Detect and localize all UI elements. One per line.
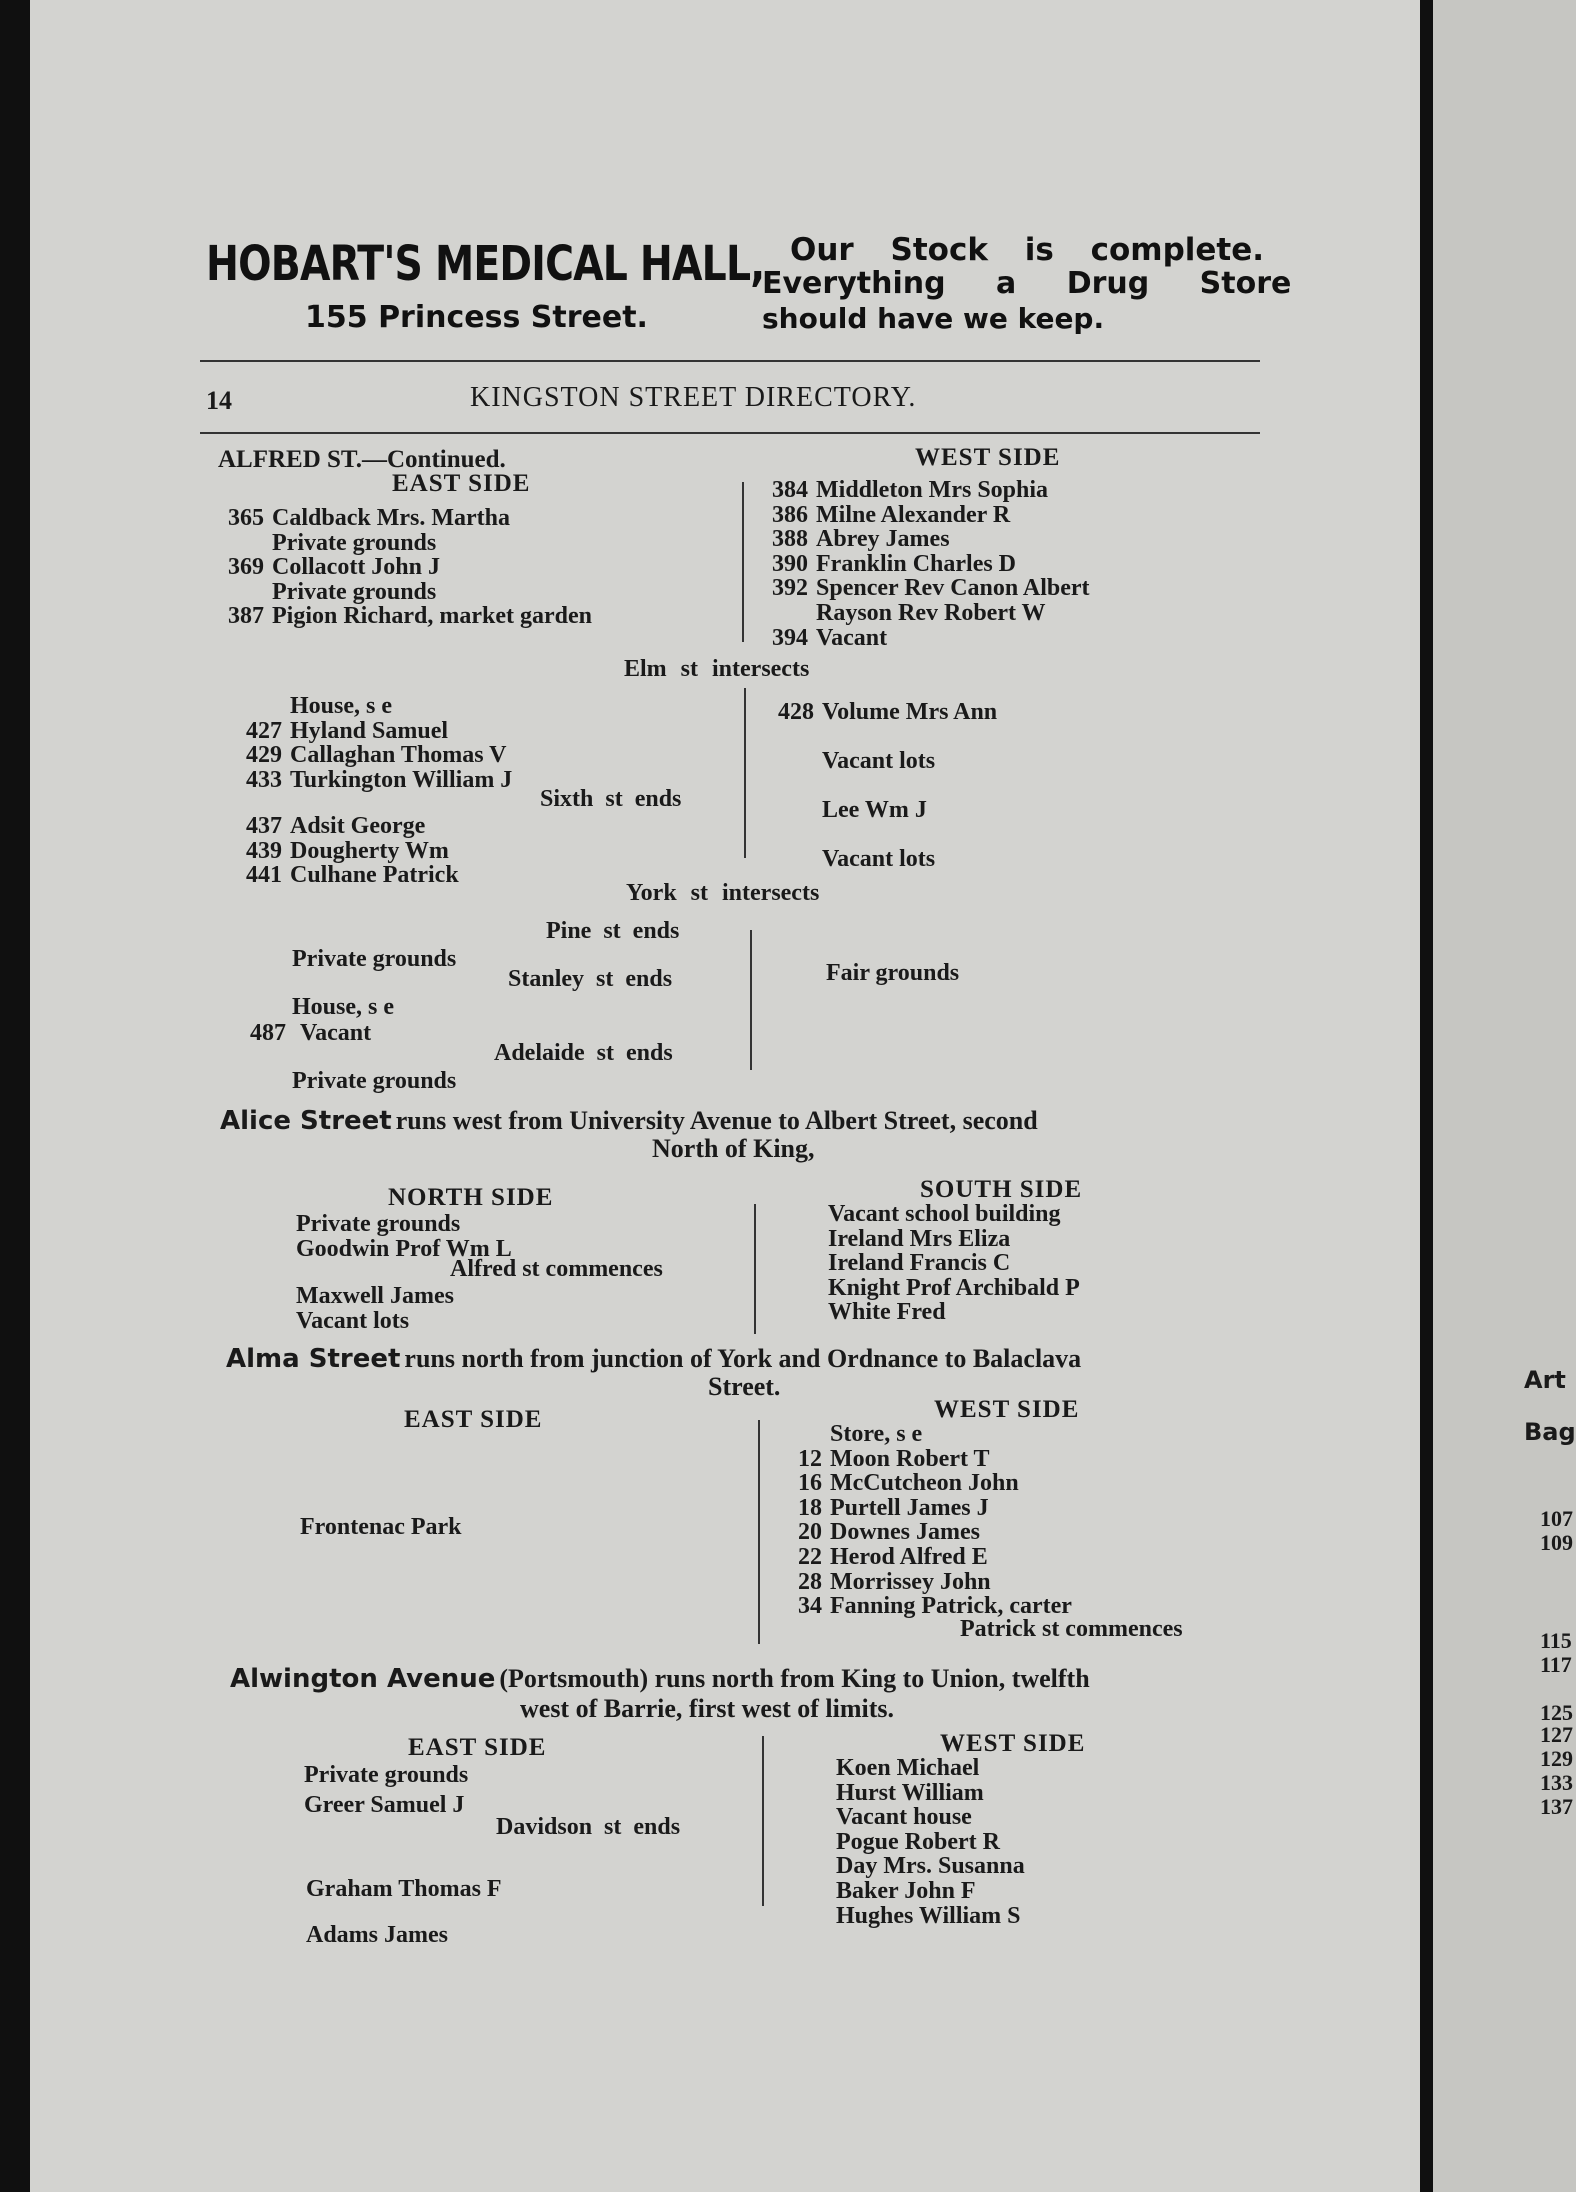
- occupant: Vacant: [300, 1020, 372, 1046]
- list-item: 12 Moon Robert T: [798, 1445, 990, 1472]
- list-item: Hurst William: [836, 1779, 984, 1806]
- list-item: Lee Wm J: [822, 797, 927, 823]
- street-desc-line1: (Portsmouth) runs north from King to Union, twelfth: [499, 1664, 1090, 1693]
- next-page-num-117: 117: [1540, 1652, 1572, 1677]
- list-item: Ireland Francis C: [828, 1250, 1011, 1277]
- alfred-east-heading: EAST SIDE: [392, 470, 531, 497]
- list-item: 433 Turkington William J: [246, 766, 513, 793]
- alwington-west-heading: WEST SIDE: [940, 1730, 1086, 1757]
- list-item: Vacant lots: [296, 1307, 410, 1334]
- list-item: Day Mrs. Susanna: [836, 1853, 1025, 1880]
- alfred-divider-3: [750, 930, 752, 1070]
- street-name: Alma Street: [226, 1344, 401, 1374]
- alfred-private-grounds-1: Private grounds: [292, 946, 457, 972]
- street-desc-line1: runs north from junction of York and Ordnance to Balaclava: [404, 1344, 1082, 1373]
- list-item: White Fred: [828, 1299, 946, 1326]
- alwington-east-list-2: [306, 1866, 502, 1958]
- alice-north-list-2: [296, 1284, 454, 1333]
- list-item: Koen Michael: [836, 1755, 980, 1781]
- list-item: Hughes William S: [836, 1902, 1021, 1929]
- directory-page: [30, 0, 1420, 2192]
- alfred-vacant-487: [250, 1020, 371, 1047]
- alma-desc-line2: Street.: [708, 1372, 781, 1401]
- alice-description: [220, 1106, 1038, 1136]
- next-page-bag: Bag: [1524, 1418, 1576, 1446]
- list-item: Vacant lots: [822, 846, 936, 872]
- street-name: Alice Street: [220, 1106, 392, 1136]
- list-item: Graham Thomas F: [306, 1876, 502, 1902]
- street-number: 487: [250, 1020, 286, 1046]
- alice-north-list: [296, 1212, 512, 1261]
- list-item: Greer Samuel J: [304, 1792, 465, 1818]
- list-item: 20 Downes James: [798, 1519, 980, 1546]
- next-page-num-137: 137: [1540, 1794, 1573, 1819]
- list-item: 439 Dougherty Wm: [246, 837, 449, 864]
- header-rule-top: [200, 360, 1260, 362]
- alma-description: [226, 1344, 1081, 1374]
- list-item: 390 Franklin Charles D: [772, 550, 1017, 577]
- next-page-num-129: 129: [1540, 1746, 1573, 1771]
- street-name: Alwington Avenue: [230, 1664, 496, 1694]
- list-item: 365 Caldback Mrs. Martha: [228, 505, 510, 531]
- alfred-fair-grounds: Fair grounds: [826, 960, 960, 986]
- list-item: Private grounds: [272, 578, 437, 605]
- list-item: Goodwin Prof Wm L: [296, 1235, 512, 1262]
- next-page-num-125: 125: [1540, 1700, 1573, 1725]
- alfred-divider-2: [744, 688, 746, 858]
- alfred-stanley-ends: Stanley st ends: [508, 966, 673, 992]
- alice-south-list: [828, 1202, 1080, 1325]
- page-title: KINGSTON STREET DIRECTORY.: [470, 382, 917, 413]
- alfred-west-heading: WEST SIDE: [915, 444, 1061, 471]
- list-item: Private grounds: [304, 1762, 469, 1788]
- next-page-num-107: 107: [1540, 1506, 1573, 1531]
- list-item: 387 Pigion Richard, market garden: [228, 603, 592, 630]
- alma-west-heading: WEST SIDE: [934, 1396, 1080, 1423]
- list-item: 34 Fanning Patrick, carter: [798, 1593, 1072, 1620]
- alfred-west-list-1: [762, 478, 1090, 650]
- alfred-divider-1: [742, 482, 744, 642]
- next-page-num-115: 115: [1540, 1628, 1572, 1653]
- alma-west-list: [776, 1422, 1072, 1619]
- advert-slogan-line2: Everything a Drug Store: [762, 266, 1292, 301]
- alfred-east-list-3: [236, 814, 459, 888]
- list-item: 388 Abrey James: [772, 526, 950, 553]
- alfred-elm-intersects: Elm st intersects: [624, 656, 810, 682]
- alwington-divider: [762, 1736, 764, 1906]
- alfred-pine-ends: Pine st ends: [546, 918, 680, 944]
- next-page-num-133: 133: [1540, 1770, 1573, 1795]
- alfred-east-list-2: [236, 694, 512, 792]
- alma-patrick-commences: Patrick st commences: [960, 1616, 1183, 1642]
- alwington-desc-line2: west of Barrie, first west of limits.: [520, 1694, 894, 1723]
- alice-south-heading: SOUTH SIDE: [920, 1176, 1083, 1203]
- list-item: 384 Middleton Mrs Sophia: [772, 477, 1049, 503]
- alfred-east-list-1: [218, 506, 592, 629]
- alfred-title: ALFRED ST.—Continued.: [218, 446, 506, 473]
- list-item: Private grounds: [296, 1211, 461, 1237]
- list-item: 428 Volume Mrs Ann: [778, 699, 998, 725]
- list-item: House, s e: [290, 693, 392, 719]
- advert-slogan-line1: Our Stock is complete.: [790, 232, 1265, 268]
- list-item: 22 Herod Alfred E: [798, 1543, 988, 1570]
- alwington-east-list: [304, 1760, 468, 1820]
- list-item: Baker John F: [836, 1877, 976, 1904]
- list-item: Maxwell James: [296, 1283, 454, 1309]
- list-item: 386 Milne Alexander R: [772, 501, 1011, 528]
- list-item: 427 Hyland Samuel: [246, 717, 449, 744]
- list-item: 429 Callaghan Thomas V: [246, 742, 507, 769]
- list-item: Knight Prof Archibald P: [828, 1274, 1080, 1301]
- list-item: Vacant school building: [828, 1201, 1061, 1227]
- list-item: Store, s e: [830, 1421, 923, 1447]
- alfred-adelaide-ends: Adelaide st ends: [494, 1040, 673, 1066]
- advert-address: 155 Princess Street.: [305, 300, 648, 335]
- alfred-west-list-2: [768, 688, 997, 884]
- advert-name: HOBART'S MEDICAL HALL,: [206, 236, 765, 292]
- alice-desc-line2: North of King,: [652, 1134, 815, 1163]
- street-desc-line1: runs west from University Avenue to Albert Street, second: [395, 1106, 1038, 1135]
- alice-north-heading: NORTH SIDE: [388, 1184, 554, 1211]
- advert-slogan-line3: should have we keep.: [762, 302, 1105, 335]
- list-item: Vacant lots: [822, 748, 936, 774]
- alwington-west-list: [836, 1756, 1025, 1928]
- list-item: Private grounds: [272, 529, 437, 556]
- alfred-house-se: House, s e: [292, 994, 394, 1020]
- list-item: Adams James: [306, 1922, 448, 1948]
- list-item: 437 Adsit George: [246, 813, 426, 839]
- next-page-edge: [1433, 0, 1576, 2192]
- list-item: Pogue Robert R: [836, 1828, 1000, 1855]
- alfred-york-intersects: York st intersects: [626, 880, 820, 906]
- alma-east-heading: EAST SIDE: [404, 1406, 543, 1433]
- alice-divider: [754, 1204, 756, 1334]
- alma-divider: [758, 1420, 760, 1644]
- list-item: 394 Vacant: [772, 624, 888, 651]
- list-item: 392 Spencer Rev Canon Albert: [772, 575, 1090, 602]
- next-page-num-109: 109: [1540, 1530, 1573, 1555]
- list-item: 28 Morrissey John: [798, 1568, 991, 1595]
- alma-frontenac-park: Frontenac Park: [300, 1514, 462, 1540]
- next-page-art: Art: [1524, 1366, 1566, 1394]
- alfred-private-grounds-2: Private grounds: [292, 1068, 457, 1094]
- list-item: 369 Collacott John J: [228, 554, 440, 581]
- alwington-east-heading: EAST SIDE: [408, 1734, 547, 1761]
- alwington-davidson-ends: Davidson st ends: [496, 1814, 681, 1840]
- list-item: 18 Purtell James J: [798, 1494, 989, 1521]
- list-item: Ireland Mrs Eliza: [828, 1225, 1011, 1252]
- alice-alfred-commences: Alfred st commences: [450, 1256, 663, 1282]
- list-item: Vacant house: [836, 1804, 972, 1831]
- list-item: 16 McCutcheon John: [798, 1470, 1019, 1497]
- alfred-sixth-ends: Sixth st ends: [540, 786, 682, 812]
- alwington-description: [230, 1664, 1090, 1694]
- list-item: 441 Culhane Patrick: [246, 862, 459, 889]
- list-item: Rayson Rev Robert W: [816, 599, 1046, 626]
- next-page-num-127: 127: [1540, 1722, 1573, 1747]
- header-rule-bottom: [200, 432, 1260, 434]
- page-number: 14: [206, 386, 232, 415]
